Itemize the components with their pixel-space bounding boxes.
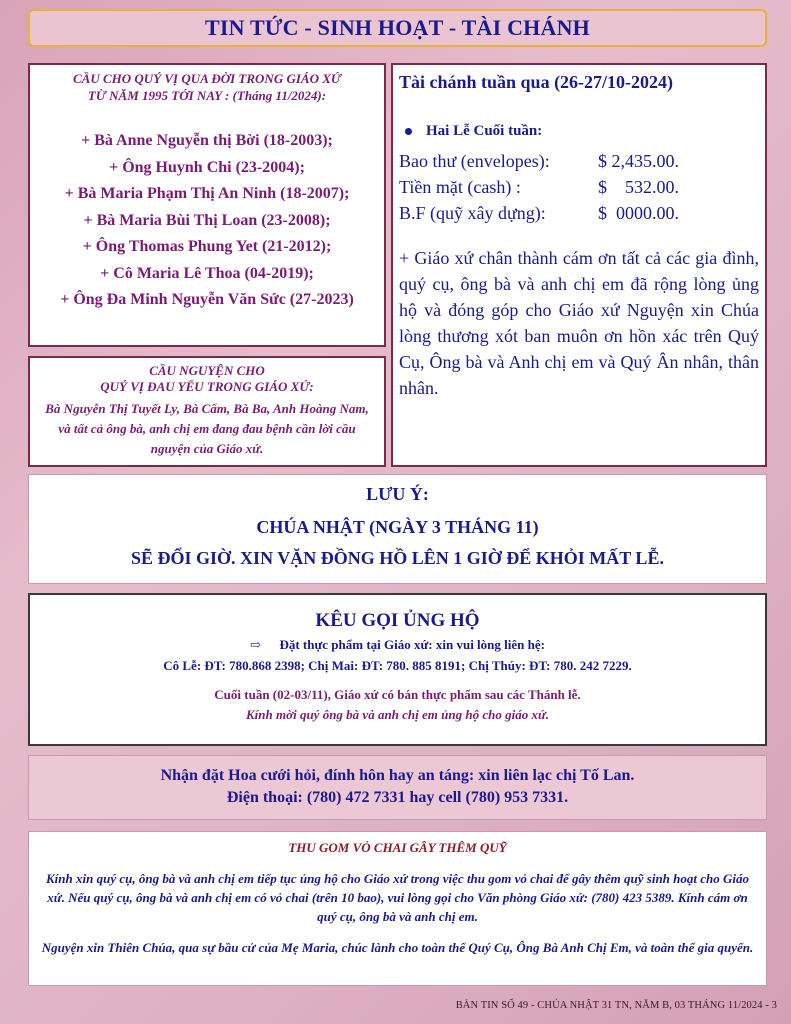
finance-services-label: Hai Lễ Cuối tuần: <box>426 123 543 139</box>
notice-line: SẼ ĐỔI GIỜ. XIN VẶN ĐỒNG HỒ LÊN 1 GIỜ ĐỂ KHỎI MẤT LỄ. <box>131 548 664 568</box>
finance-rows <box>399 148 759 226</box>
sick-prayer-box <box>28 356 386 467</box>
finance-row <box>399 174 759 200</box>
deceased-item: + Ông Đa Minh Nguyễn Văn Sức (27-2023) <box>60 291 354 308</box>
deceased-intro-line2: TỪ NĂM 1995 TỚI NAY : (Tháng 11/2024): <box>87 88 327 103</box>
finance-box <box>391 63 767 467</box>
bottle-collection-box <box>28 831 767 986</box>
finance-thanks: + Giáo xứ chân thành cám ơn tất cả các gia đình, quý cụ, ông bà và anh chị em đã rộng lòng ủng hộ và đóng góp cho Giáo xứ Nguyện xin Chúa lòng thương xót ban muôn ơn hồn xác trên Quý Cụ, Ông bà và Anh chị em và Quý Ân nhân, thân nhân. <box>399 248 759 398</box>
notice-heading: LƯU Ý: <box>366 484 429 504</box>
page-footer: BẢN TIN SỐ 49 - CHÚA NHẬT 31 TN, NĂM B, 03 THÁNG 11/2024 - 3 <box>455 1000 777 1011</box>
sick-prayer-title-line1: CẦU NGUYỆN CHO <box>149 363 265 378</box>
appeal-invite: Kính mời quý ông bà và anh chị em ủng hộ cho giáo xứ. <box>246 707 549 722</box>
deceased-item: + Bà Anne Nguyễn thị Bời (18-2003); <box>81 132 333 149</box>
arrow-right-icon: ⇨ <box>250 637 261 652</box>
flower-order-line: Nhận đặt Hoa cưới hỏi, đính hôn hay an táng: xin liên lạc chị Tố Lan. <box>160 767 635 784</box>
appeal-title: KÊU GỌI ỦNG HỘ <box>315 610 480 631</box>
appeal-contacts: Cô Lễ: ĐT: 780.868 2398; Chị Mai: ĐT: 780. 885 8191; Chị Thúy: ĐT: 780. 242 7229. <box>163 658 632 673</box>
finance-title: Tài chánh tuần qua (26-27/10-2024) <box>399 72 674 92</box>
deceased-item: + Bà Maria Bùi Thị Loan (23-2008); <box>83 211 331 229</box>
finance-services <box>405 123 759 140</box>
notice-line: CHÚA NHẬT (NGÀY 3 THÁNG 11) <box>256 517 539 537</box>
time-change-notice <box>28 474 767 584</box>
finance-row-value: $ 2,435.00. <box>589 151 679 171</box>
page-title: TIN TỨC - SINH HOẠT - TÀI CHÁNH <box>205 15 590 40</box>
bottle-title: THU GOM VỎ CHAI GÂY THÊM QUỸ <box>288 840 507 855</box>
support-appeal-box <box>28 593 767 746</box>
bottle-blessing: Nguyện xin Thiên Chúa, qua sự bầu cử của Mẹ Maria, chúc lành cho toàn thể Quý Cụ, Ông Bà Anh Chị Em, và toàn thể gia quyến. <box>41 940 754 955</box>
flower-phone-line: Điện thoại: (780) 472 7331 hay cell (780) 953 7331. <box>226 789 569 806</box>
deceased-item: + Ông Huynh Chi (23-2004); <box>109 158 305 176</box>
finance-row-label: Bao thư (envelopes): <box>399 151 550 171</box>
bullet-icon <box>405 128 412 135</box>
appeal-bullet-line <box>30 636 765 653</box>
appeal-bullet-text: Đặt thực phẩm tại Giáo xứ: xin vui lòng liên hệ: <box>279 637 545 652</box>
page-header <box>28 9 767 47</box>
flower-order-box <box>28 755 767 820</box>
bottle-body: Kính xin quý cụ, ông bà và anh chị em tiếp tục ủng hộ cho Giáo xứ trong việc thu gom vỏ chai để gây thêm quỹ sinh hoạt cho Giáo xứ. Nếu quý cụ, ông bà và anh chị em có vỏ chai (trên 10 bao), vui lòng gọi cho Văn phòng Giáo xứ: (780) 423 5389. Kính cám ơn quý cụ, ông bà và anh chị em. <box>46 871 749 924</box>
sick-prayer-title-line2: QUÝ VỊ ĐAU YẾU TRONG GIÁO XỨ: <box>100 379 314 394</box>
appeal-sale: Cuối tuần (02-03/11), Giáo xứ có bán thực phẩm sau các Thánh lễ. <box>214 687 581 702</box>
finance-row-value: $ 532.00. <box>589 177 679 197</box>
finance-row-value: $ 0000.00. <box>589 203 679 223</box>
finance-row-label: Tiền mặt (cash) : <box>399 177 521 197</box>
finance-row-label: B.F (quỹ xây dựng): <box>399 203 546 223</box>
deceased-item: + Ông Thomas Phung Yet (21-2012); <box>82 238 332 255</box>
deceased-prayer-box <box>28 63 386 347</box>
deceased-item: + Cô Maria Lê Thoa (04-2019); <box>100 264 314 282</box>
deceased-intro <box>30 70 384 104</box>
deceased-intro-line1: CẦU CHO QUÝ VỊ QUA ĐỜI TRONG GIÁO XỨ <box>73 71 341 86</box>
deceased-item: + Bà Maria Phạm Thị An Ninh (18-2007); <box>64 185 350 202</box>
finance-row <box>399 148 759 174</box>
deceased-list <box>30 128 384 314</box>
sick-prayer-body: Bà Nguyễn Thị Tuyết Ly, Bà Cẩm, Bà Ba, Anh Hoàng Nam, và tất cả ông bà, anh chị em đang đau bệnh cần lời cầu nguyện của Giáo xứ. <box>45 401 369 456</box>
finance-row <box>399 200 759 226</box>
sick-prayer-title <box>30 363 384 395</box>
